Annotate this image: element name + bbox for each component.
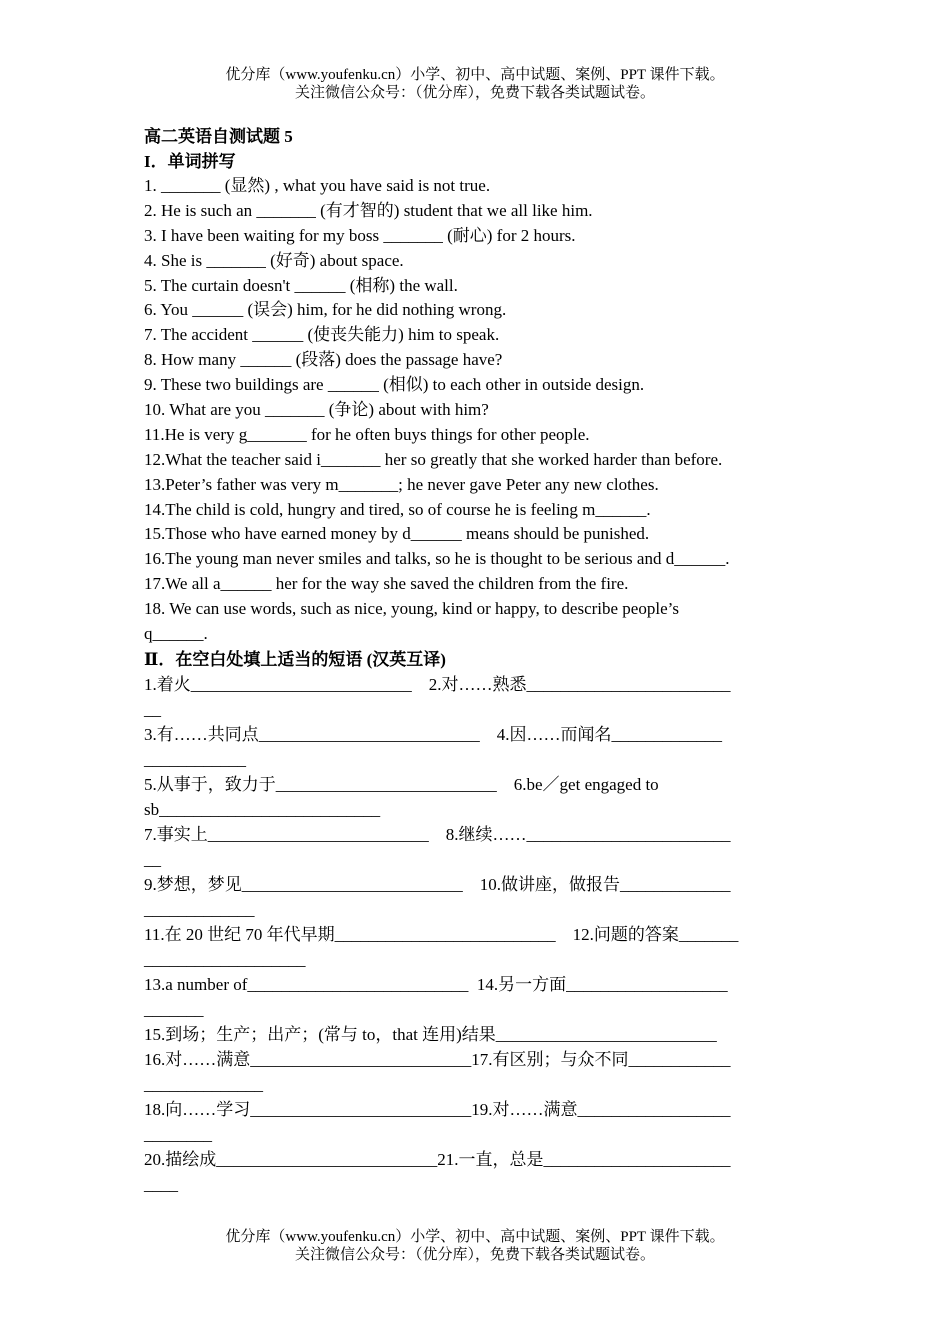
phrase-line: 7.事实上__________________________ 8.继续……________________________ (144, 824, 731, 844)
phrase-line: ________ (144, 1124, 212, 1144)
section-heading: Ⅱ．在空白处填上适当的短语 (汉英互译) (144, 649, 446, 669)
phrase-line: 18.向……学习__________________________19.对……满意__________________ (144, 1099, 731, 1119)
section-heading: I．单词拼写 (144, 152, 236, 171)
phrase-line: 3.有……共同点__________________________ 4.因……而闻名_____________ (144, 724, 722, 744)
phrase-line: ___________________ (144, 949, 306, 969)
footer-line-1: 优分库（www.youfenku.cn）小学、初中、高中试题、案例、PPT 课件下载。 (225, 1229, 725, 1245)
question-item: 15.Those who have earned money by d______ means should be punished. (144, 524, 650, 544)
question-item: 5. The curtain doesn't ______ (相称) the wall. (144, 275, 458, 295)
phrase-line: ______________ (144, 1074, 263, 1094)
question-item: 18. We can use words, such as nice, young, kind or happy, to describe people’s (144, 599, 679, 619)
question-item: 8. How many ______ (段落) does the passage have? (144, 350, 503, 370)
page-header (0, 66, 950, 102)
footer-line-2: 关注微信公众号：（优分库），免费下载各类试题试卷。 (294, 1247, 655, 1263)
phrase-line: 5.从事于，致力于__________________________ 6.be／get engaged to (144, 774, 659, 794)
question-item: 7. The accident ______ (使丧失能力) him to speak. (144, 325, 500, 345)
document-body (144, 124, 808, 1197)
question-item: 12.What the teacher said i_______ her so greatly that she worked harder than before. (144, 449, 723, 469)
question-item: 2. He is such an _______ (有才智的) student that we all like him. (144, 200, 593, 220)
phrase-line: 16.对……满意__________________________17.有区别；与众不同____________ (144, 1049, 731, 1069)
question-item-continued: q______. (144, 624, 208, 644)
header-line-1: 优分库（www.youfenku.cn）小学、初中、高中试题、案例、PPT 课件下载。 (225, 67, 725, 83)
phrase-line: 1.着火__________________________ 2.对……熟悉________________________ (144, 674, 731, 694)
phrase-line: 20.描绘成__________________________21.一直，总是______________________ (144, 1149, 731, 1169)
question-item: 10. What are you _______ (争论) about with him? (144, 400, 489, 420)
question-item: 13.Peter’s father was very m_______; he never gave Peter any new clothes. (144, 474, 659, 494)
question-item: 1. _______ (显然) , what you have said is not true. (144, 176, 491, 195)
phrase-line: _______ (144, 999, 204, 1019)
page-footer (0, 1228, 950, 1264)
phrase-line: 9.梦想，梦见__________________________ 10.做讲座，做报告_____________ (144, 874, 731, 894)
question-item: 6. You ______ (误会) him, for he did nothing wrong. (144, 300, 507, 320)
question-item: 17.We all a______ her for the way she saved the children from the fire. (144, 574, 629, 594)
phrase-line: __ (144, 699, 161, 719)
document-title: 高二英语自测试题 5 (144, 127, 293, 146)
section-word-spelling (144, 149, 808, 647)
phrase-line: __ (144, 849, 161, 869)
header-line-2: 关注微信公众号：（优分库），免费下载各类试题试卷。 (294, 85, 655, 101)
phrase-line: ____________ (144, 749, 246, 769)
phrase-line: 15.到场；生产；出产；(常与 to，that 连用)结果__________________________ (144, 1024, 717, 1044)
phrase-line: 13.a number of__________________________ 14.另一方面___________________ (144, 974, 728, 994)
question-item: 16.The young man never smiles and talks, so he is thought to be serious and d______. (144, 549, 730, 569)
phrase-line: 11.在 20 世纪 70 年代早期__________________________ 12.问题的答案_______ (144, 924, 739, 944)
phrase-line: sb__________________________ (144, 799, 381, 819)
phrase-line: _____________ (144, 899, 255, 919)
question-item: 14.The child is cold, hungry and tired, so of course he is feeling m______. (144, 499, 651, 519)
question-item: 3. I have been waiting for my boss _______ (耐心) for 2 hours. (144, 225, 576, 245)
section-phrase-translation (144, 647, 808, 1197)
question-item: 4. She is _______ (好奇) about space. (144, 250, 404, 270)
question-item: 9. These two buildings are ______ (相似) to each other in outside design. (144, 375, 645, 395)
question-item: 11.He is very g_______ for he often buys things for other people. (144, 424, 590, 444)
phrase-line: ____ (144, 1174, 178, 1194)
